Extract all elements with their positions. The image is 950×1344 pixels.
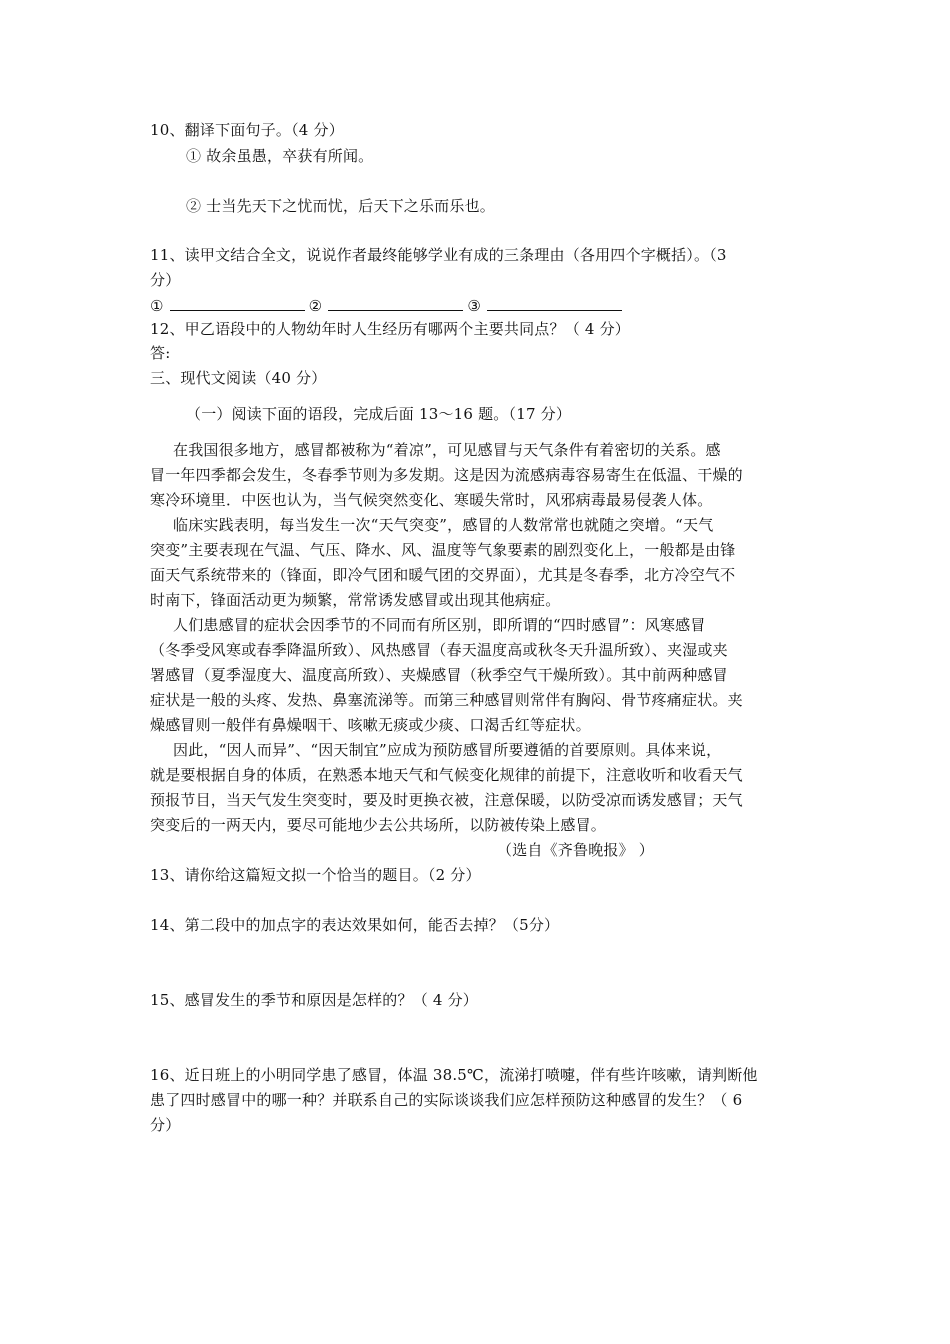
q13-question: 13、请你给这篇短文拟一个恰当的题目。（2 分） <box>150 866 481 884</box>
q10-sentence-1: ① 故余虽愚，卒获有所闻。 <box>186 147 374 165</box>
q11-line-1: 11、读甲文结合全文，说说作者最终能够学业有成的三条理由（各用四个字概括）。（3 <box>150 246 727 264</box>
blank-marker-1: ① <box>150 297 164 315</box>
p2-line-3: 面天气系统带来的（锋面，即冷气团和暖气团的交界面），尤其是冬春季，北方冷空气不 <box>150 566 736 584</box>
q11-answer-blanks <box>150 296 626 315</box>
q12-question: 12、甲乙语段中的人物幼年时人生经历有哪两个主要共同点？（ 4 分） <box>150 320 630 338</box>
p4-line-1: 因此，“因人而异”、“因天制宜”应成为预防感冒所要遵循的首要原则。具体来说， <box>173 741 722 759</box>
p1-line-2: 冒一年四季都会发生，冬春季节则为多发期。这是因为流感病毒容易寄生在低温、干燥的 <box>150 466 743 484</box>
q16-line-1: 16、近日班上的小明同学患了感冒，体温 38.5℃，流涕打喷嚏，伴有些许咳嗽，请判断他 <box>150 1066 758 1084</box>
p3-line-4: 症状是一般的头疼、发热、鼻塞流涕等。而第三种感冒则常伴有胸闷、骨节疼痛症状。夹 <box>150 691 743 709</box>
p3-line-3: 署感冒（夏季湿度大、温度高所致）、夹燥感冒（秋季空气干燥所致）。其中前两种感冒 <box>150 666 728 684</box>
p4-line-3: 预报节目，当天气发生突变时，要及时更换衣被，注意保暖，以防受凉而诱发感冒；天气 <box>150 791 743 809</box>
p4-line-4: 突变后的一两天内，要尽可能地少去公共场所，以防被传染上感冒。 <box>150 816 607 834</box>
section-3-title: 三、现代文阅读（40 分） <box>150 369 327 387</box>
q15-question: 15、感冒发生的季节和原因是怎样的？（ 4 分） <box>150 991 478 1009</box>
q10-sentence-2: ② 士当先天下之忧而忧，后天下之乐而乐也。 <box>186 197 495 215</box>
p2-line-1: 临床实践表明，每当发生一次“天气突变”，感冒的人数常常也就随之突增。“天气 <box>173 516 714 534</box>
answer-blank-2[interactable] <box>328 296 463 311</box>
section-3-subtitle: （一）阅读下面的语段，完成后面 13～16 题。（17 分） <box>186 405 572 423</box>
p3-line-5: 燥感冒则一般伴有鼻燥咽干、咳嗽无痰或少痰、口渴舌红等症状。 <box>150 716 591 734</box>
p4-line-2: 就是要根据自身的体质，在熟悉本地天气和气候变化规律的前提下，注意收听和收看天气 <box>150 766 743 784</box>
blank-marker-2: ② <box>308 297 323 315</box>
q16-line-3: 分） <box>150 1116 181 1134</box>
answer-blank-1[interactable] <box>170 296 305 311</box>
q11-line-2: 分） <box>150 271 181 289</box>
p3-line-1: 人们患感冒的症状会因季节的不同而有所区别，即所谓的“四时感冒”：风寒感冒 <box>173 616 706 634</box>
q10-title: 10、翻译下面句子。（4 分） <box>150 121 344 139</box>
q16-line-2: 患了四时感冒中的哪一种？并联系自己的实际谈谈我们应怎样预防这种感冒的发生？（ 6 <box>150 1091 743 1109</box>
q14-question: 14、第二段中的加点字的表达效果如何，能否去掉？（5分） <box>150 916 560 934</box>
blank-marker-3: ③ <box>467 297 481 315</box>
p2-line-4: 时南下，锋面活动更为频繁，常常诱发感冒或出现其他病症。 <box>150 591 561 609</box>
answer-blank-3[interactable] <box>487 296 622 311</box>
p1-line-3: 寒冷环境里．中医也认为，当气候突然变化、寒暖失常时，风邪病毒最易侵袭人体。 <box>150 491 713 509</box>
passage-source: （选自《齐鲁晚报》 ） <box>497 841 654 859</box>
q12-answer-label: 答: <box>150 344 171 362</box>
p1-line-1: 在我国很多地方，感冒都被称为“着凉”，可见感冒与天气条件有着密切的关系。感 <box>173 441 721 459</box>
p2-line-2: 突变”主要表现在气温、气压、降水、风、温度等气象要素的剧烈变化上，一般都是由锋 <box>150 541 736 559</box>
p3-line-2: （冬季受风寒或春季降温所致）、风热感冒（春天温度高或秋冬天升温所致）、夹湿或夹 <box>150 641 728 659</box>
